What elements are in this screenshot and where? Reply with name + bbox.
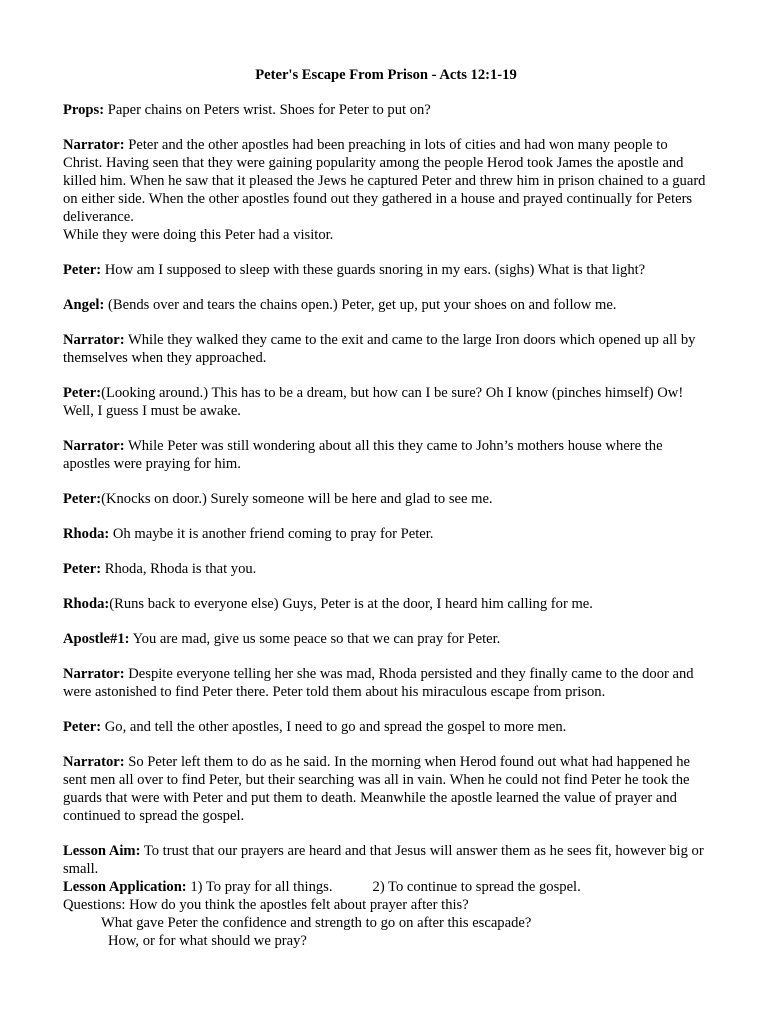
script-line-angel bbox=[63, 296, 709, 314]
speaker-label: Narrator: bbox=[63, 332, 125, 348]
line-text: Peter and the other apostles had been preaching in lots of cities and had won many people to Christ. Having seen that they were gaining popularity among the people Herod took James the apostle and killed him. When he saw that it pleased the Jews he captured Peter and threw him in prison chained to a guard on either side. When the other apostles found out they gathered in a house and prayed continually for Peters deliverance. bbox=[63, 137, 706, 225]
document-title: Peter's Escape From Prison - Acts 12:1-19 bbox=[255, 67, 517, 83]
script-line-rhoda-2 bbox=[63, 595, 709, 613]
speaker-label: Peter: bbox=[63, 491, 102, 507]
lesson-aim-label: Lesson Aim: bbox=[63, 843, 141, 859]
props-text: Paper chains on Peters wrist. Shoes for Peter to put on? bbox=[104, 102, 431, 118]
script-line-peter-1 bbox=[63, 261, 709, 279]
speaker-label: Narrator: bbox=[63, 754, 125, 770]
line-continuation: While they were doing this Peter had a visitor. bbox=[63, 227, 334, 243]
line-text: While Peter was still wondering about all this they came to John’s mothers house where the apostles were praying for him. bbox=[63, 438, 663, 472]
speaker-label: Angel: bbox=[63, 297, 105, 313]
speaker-label: Peter: bbox=[63, 385, 102, 401]
lesson-application-1: 1) To pray for all things. bbox=[186, 879, 333, 895]
lesson-aim bbox=[63, 842, 709, 878]
script-line-narrator-3 bbox=[63, 437, 709, 473]
script-line-peter-2 bbox=[63, 384, 709, 420]
line-text: (Bends over and tears the chains open.) Peter, get up, put your shoes on and follow me. bbox=[104, 297, 617, 313]
props-line bbox=[63, 101, 709, 119]
script-line-narrator-2 bbox=[63, 331, 709, 367]
question-3: How, or for what should we pray? bbox=[108, 933, 307, 949]
speaker-label: Narrator: bbox=[63, 438, 125, 454]
line-text: Oh maybe it is another friend coming to pray for Peter. bbox=[109, 526, 434, 542]
script-line-apostle-1 bbox=[63, 630, 709, 648]
line-text: You are mad, give us some peace so that we can pray for Peter. bbox=[129, 631, 501, 647]
script-line-rhoda-1 bbox=[63, 525, 709, 543]
line-text: Go, and tell the other apostles, I need to go and spread the gospel to more men. bbox=[101, 719, 567, 735]
script-line-peter-3 bbox=[63, 490, 709, 508]
speaker-label: Apostle#1: bbox=[63, 631, 130, 647]
speaker-label: Narrator: bbox=[63, 666, 125, 682]
script-line-narrator-1 bbox=[63, 136, 709, 244]
speaker-label: Narrator: bbox=[63, 137, 125, 153]
line-text: (Runs back to everyone else) Guys, Peter is at the door, I heard him calling for me. bbox=[109, 596, 593, 612]
line-text: (Knocks on door.) Surely someone will be here and glad to see me. bbox=[101, 491, 493, 507]
line-text: Despite everyone telling her she was mad, Rhoda persisted and they finally came to the door and were astonished to find Peter there. Peter told them about his miraculous escape from prison. bbox=[63, 666, 694, 700]
line-text: So Peter left them to do as he said. In the morning when Herod found out what had happened he sent men all over to find Peter, but their searching was all in vain. When he could not find Peter he took the guards that were with Peter and put them to death. Meanwhile the apostle learned the value of prayer and continued to spread the gospel. bbox=[63, 754, 690, 824]
script-line-peter-5 bbox=[63, 718, 709, 736]
script-line-narrator-5 bbox=[63, 753, 709, 825]
line-text: Rhoda, Rhoda is that you. bbox=[101, 561, 257, 577]
line-text: (Looking around.) This has to be a dream, but how can I be sure? Oh I know (pinches himself) Ow! Well, I guess I must be awake. bbox=[63, 385, 684, 419]
speaker-label: Peter: bbox=[63, 262, 102, 278]
lesson-aim-text: To trust that our prayers are heard and that Jesus will answer them as he sees fit, however big or small. bbox=[63, 843, 704, 877]
speaker-label: Peter: bbox=[63, 719, 102, 735]
questions-intro: Questions: How do you think the apostles felt about prayer after this? bbox=[63, 897, 469, 913]
lesson-application-2: 2) To continue to spread the gospel. bbox=[372, 879, 581, 895]
line-text: How am I supposed to sleep with these guards snoring in my ears. (sighs) What is that light? bbox=[101, 262, 646, 278]
lesson-application bbox=[63, 878, 709, 896]
line-text: While they walked they came to the exit and came to the large Iron doors which opened up all by themselves when they approached. bbox=[63, 332, 696, 366]
speaker-label: Rhoda: bbox=[63, 596, 110, 612]
speaker-label: Peter: bbox=[63, 561, 102, 577]
lesson-application-label: Lesson Application: bbox=[63, 879, 187, 895]
script-line-narrator-4 bbox=[63, 665, 709, 701]
document-body bbox=[63, 66, 709, 950]
speaker-label: Rhoda: bbox=[63, 526, 110, 542]
question-2: What gave Peter the confidence and strength to go on after this escapade? bbox=[101, 915, 532, 931]
props-label: Props: bbox=[63, 102, 105, 118]
script-line-peter-4 bbox=[63, 560, 709, 578]
